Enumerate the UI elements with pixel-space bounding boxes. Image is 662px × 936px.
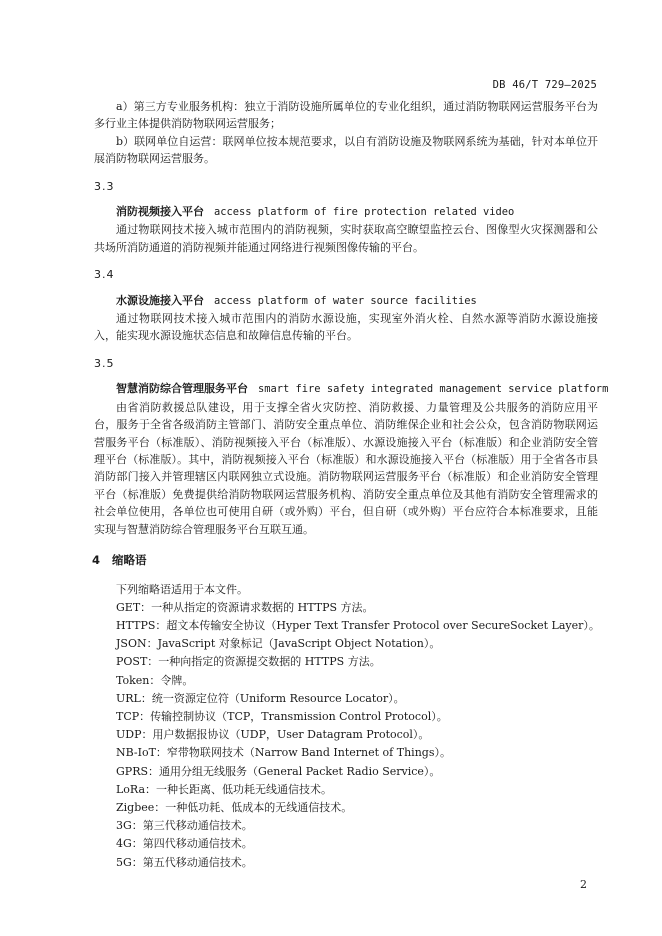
list-item: Zigbee：一种低功耗、低成本的无线通信技术。 <box>116 800 353 814</box>
term-definition: 通过物联网技术接入城市范围内的消防水源设施，实现室外消火栓、自然水源等消防水源设施接入，能实现水源设施状态信息和故障信息传输的平台。 <box>94 312 598 343</box>
list-item: NB-IoT：窄带物联网技术（Narrow Band Internet of Things）。 <box>116 746 451 760</box>
list-item: UDP：用户数据报协议（UDP，User Datagram Protocol）。 <box>116 728 430 742</box>
page-number: 2 <box>580 878 587 891</box>
clause-number: 3.5 <box>94 356 115 370</box>
term-3-5 <box>94 355 609 538</box>
list-item: GPRS：通用分组无线服务（General Packet Radio Service）。 <box>116 764 441 778</box>
list-item: 3G：第三代移动通信技术。 <box>116 819 253 833</box>
term-title <box>116 292 598 310</box>
term-title <box>116 380 609 398</box>
term-chinese: 智慧消防综合管理服务平台 <box>116 382 248 396</box>
term-english: access platform of water source facilities <box>214 294 477 307</box>
section-number: 4 <box>92 552 101 567</box>
list-item: JSON：JavaScript 对象标记（JavaScript Object Notation）。 <box>116 637 441 651</box>
intro-item-a: a）第三方专业服务机构：独立于消防设施所属单位的专业化组织，通过消防物联网运营服务平台为多行业主体提供消防物联网运营服务； <box>94 100 598 131</box>
term-english: smart fire safety integrated management service platform <box>258 383 609 396</box>
term-chinese: 水源设施接入平台 <box>116 293 204 307</box>
term-definition: 通过物联网技术接入城市范围内的消防视频，实时获取高空瞭望监控云台、图像型火灾探测器和公共场所消防通道的消防视频并能通过网络进行视频图像传输的平台。 <box>94 223 598 254</box>
list-item: POST：一种向指定的资源提交数据的 HTTPS 方法。 <box>116 655 381 669</box>
list-item: URL：统一资源定位符（Uniform Resource Locator）。 <box>116 691 405 705</box>
list-item: 5G：第五代移动通信技术。 <box>116 855 253 869</box>
term-title <box>116 203 598 221</box>
document-code: DB 46/T 729—2025 <box>492 79 597 91</box>
list-item: GET：一种从指定的资源请求数据的 HTTPS 方法。 <box>116 600 374 614</box>
term-chinese: 消防视频接入平台 <box>116 205 204 219</box>
section-4-intro: 下列缩略语适用于本文件。 <box>116 583 248 597</box>
intro-item-b: b）联网单位自运营：联网单位按本规范要求，以自有消防设施及物联网系统为基础，针对本单位开展消防物联网运营服务。 <box>94 134 598 166</box>
section-4-heading <box>92 552 598 569</box>
clause-number: 3.4 <box>94 268 115 282</box>
abbreviation-list <box>94 599 598 872</box>
list-item: 4G：第四代移动通信技术。 <box>116 837 253 851</box>
list-item: HTTPS：超文本传输安全协议（Hyper Text Transfer Protocol over SecureSocket Layer）。 <box>116 618 600 632</box>
list-item: Token：令牌。 <box>116 673 194 687</box>
list-item: LoRa：一种长距离、低功耗无线通信技术。 <box>116 782 333 796</box>
term-3-3 <box>94 178 598 257</box>
section-title: 缩略语 <box>112 552 147 567</box>
page-body <box>92 98 609 872</box>
clause-number: 3.3 <box>94 179 115 193</box>
list-item: TCP：传输控制协议（TCP，Transmission Control Protocol）。 <box>116 709 448 723</box>
term-definition: 由省消防救援总队建设，用于支撑全省火灾防控、消防救援、力量管理及公共服务的消防应用平台，服务于全省各级消防主管部门、消防安全重点单位、消防维保企业和社会公众，包含消防物联网运营服务平台（标准版）、消防视频接入平台（标准版）、水源设施接入平台（标准版）和企业消防安全管理平台（标准版）。其中，消防视频接入平台（标准版）和水源设施接入平台（标准版）用于全省各市县消防部门接入并管理辖区内联网独立式设施。消防物联网运营服务平台（标准版）和企业消防安全管理平台（标准版）免费提供给消防物联网运营服务机构、消防安全重点单位及其他有消防安全管理需求的社会单位使用，各单位也可使用自研（或外购）平台，但自研（或外购）平台应符合本标准要求，且能实现与智慧消防综合管理服务平台互联互通。 <box>94 400 598 536</box>
term-english: access platform of fire protection related video <box>214 206 515 219</box>
term-3-4 <box>94 266 598 345</box>
